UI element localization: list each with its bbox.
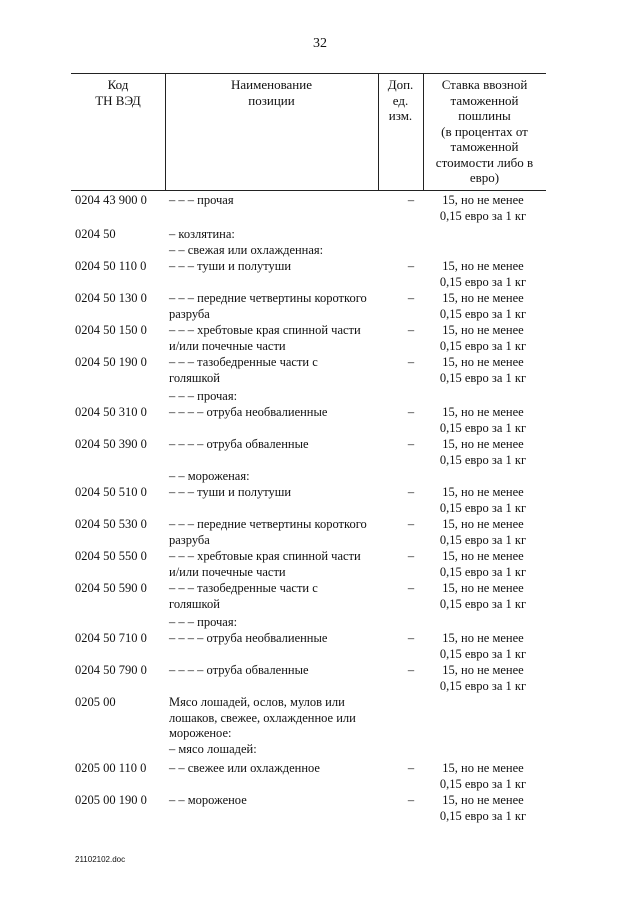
row-code: 0205 00 190 0 bbox=[75, 793, 147, 807]
row-unit: – bbox=[407, 793, 415, 807]
row-unit: – bbox=[407, 485, 415, 499]
row-code: 0204 43 900 0 bbox=[75, 193, 147, 207]
row-rate-line: 0,15 евро за 1 кг bbox=[439, 208, 527, 223]
row-rate-line: 0,15 евро за 1 кг bbox=[439, 776, 527, 791]
row-unit: – bbox=[407, 193, 415, 207]
row-rate bbox=[425, 355, 541, 386]
row-rate-line: 0,15 евро за 1 кг bbox=[439, 338, 527, 353]
row-rate-line: 0,15 евро за 1 кг bbox=[439, 370, 527, 385]
row-name-line: – – свежая или охлажденная: bbox=[169, 242, 324, 257]
row-code: 0204 50 150 0 bbox=[75, 323, 147, 337]
row-rate bbox=[425, 437, 541, 468]
row-name bbox=[169, 581, 395, 612]
row-name-line: разруба bbox=[169, 532, 210, 547]
row-rate-line: 15, но не менее bbox=[442, 581, 524, 595]
row-rate-line: 0,15 евро за 1 кг bbox=[439, 808, 527, 823]
header-rate-line: (в процентах от bbox=[441, 123, 528, 139]
row-rate bbox=[425, 291, 541, 322]
row-rate-line: 15, но не менее bbox=[442, 631, 524, 645]
row-code: 0204 50 130 0 bbox=[75, 291, 147, 305]
row-name-line: – – – тазобедренные части с bbox=[169, 355, 318, 369]
row-name-line: Мясо лошадей, ослов, мулов или bbox=[169, 695, 345, 709]
row-name bbox=[169, 355, 395, 386]
header-rate-line: Ставка ввозной bbox=[441, 77, 528, 92]
row-rate-line: 0,15 евро за 1 кг bbox=[439, 420, 527, 435]
row-name bbox=[169, 615, 395, 631]
row-name-line: – – мороженое bbox=[169, 793, 247, 807]
row-unit: – bbox=[407, 437, 415, 451]
row-name-line: и/или почечные части bbox=[169, 338, 286, 353]
header-rate-line: пошлины bbox=[458, 108, 511, 123]
row-name bbox=[169, 405, 395, 421]
row-rate-line: 0,15 евро за 1 кг bbox=[439, 452, 527, 467]
row-rate bbox=[425, 323, 541, 354]
row-name-line: голяшкой bbox=[169, 370, 220, 385]
row-code: 0204 50 110 0 bbox=[75, 259, 147, 273]
row-rate-line: 15, но не менее bbox=[442, 485, 524, 499]
row-rate-line: 15, но не менее bbox=[442, 663, 524, 677]
row-rate bbox=[425, 581, 541, 612]
row-code: 0205 00 110 0 bbox=[75, 761, 147, 775]
row-name-line: мороженое: bbox=[169, 726, 232, 740]
row-name bbox=[169, 389, 395, 405]
footer-filename: 21102102.doc bbox=[75, 855, 126, 864]
row-code: 0204 50 550 0 bbox=[75, 549, 147, 563]
table-top-rule bbox=[71, 73, 546, 74]
row-name bbox=[169, 549, 395, 580]
row-name-line: лошаков, свежее, охлажденное или bbox=[169, 710, 356, 725]
row-code: 0204 50 190 0 bbox=[75, 355, 147, 369]
row-name-line: – – – хребтовые края спинной части bbox=[169, 549, 361, 563]
row-rate-line: 15, но не менее bbox=[442, 405, 524, 419]
row-rate-line: 15, но не менее bbox=[442, 517, 524, 531]
row-rate-line: 15, но не менее bbox=[442, 793, 524, 807]
row-rate-line: 0,15 евро за 1 кг bbox=[439, 306, 527, 321]
row-name bbox=[169, 291, 395, 322]
row-name bbox=[169, 437, 395, 453]
row-code: 0204 50 710 0 bbox=[75, 631, 147, 645]
header-name-line: позиции bbox=[248, 92, 295, 108]
header-unit bbox=[378, 77, 423, 124]
row-rate bbox=[425, 663, 541, 694]
row-rate-line: 15, но не менее bbox=[442, 291, 524, 305]
row-name-line: – – – передние четвертины короткого bbox=[169, 517, 367, 531]
header-rate-line: евро) bbox=[469, 170, 500, 185]
row-name-line: – – – хребтовые края спинной части bbox=[169, 323, 361, 337]
row-name-line: голяшкой bbox=[169, 596, 220, 611]
row-code: 0204 50 310 0 bbox=[75, 405, 147, 419]
row-name-line: – – мороженая: bbox=[169, 469, 250, 483]
row-unit: – bbox=[407, 355, 415, 369]
row-name-line: – козлятина: bbox=[169, 227, 235, 241]
row-name bbox=[169, 761, 395, 777]
row-name-line: – – – – отруба обваленные bbox=[169, 663, 309, 677]
row-code: 0204 50 530 0 bbox=[75, 517, 147, 531]
row-rate-line: 0,15 евро за 1 кг bbox=[439, 678, 527, 693]
page-number: 32 bbox=[313, 36, 327, 51]
row-rate bbox=[425, 405, 541, 436]
row-rate-line: 0,15 евро за 1 кг bbox=[439, 532, 527, 547]
row-name bbox=[169, 631, 395, 647]
row-name-line: – – – тазобедренные части с bbox=[169, 581, 318, 595]
row-name bbox=[169, 469, 395, 485]
row-unit: – bbox=[407, 517, 415, 531]
row-unit: – bbox=[407, 663, 415, 677]
row-rate bbox=[425, 517, 541, 548]
header-code bbox=[71, 77, 165, 108]
row-rate-line: 15, но не менее bbox=[442, 549, 524, 563]
row-rate-line: 0,15 евро за 1 кг bbox=[439, 564, 527, 579]
row-name-line: – – – – отруба необвалиенные bbox=[169, 631, 328, 645]
row-unit: – bbox=[407, 761, 415, 775]
header-unit-line: Доп. bbox=[387, 77, 414, 92]
header-rate-line: таможенной bbox=[450, 92, 519, 108]
header-rate-line: таможенной bbox=[450, 139, 519, 154]
row-code: 0204 50 510 0 bbox=[75, 485, 147, 499]
row-rate bbox=[425, 761, 541, 792]
row-name-line: – – – прочая: bbox=[169, 389, 238, 403]
row-rate bbox=[425, 193, 541, 224]
row-rate-line: 15, но не менее bbox=[442, 323, 524, 337]
row-name bbox=[169, 517, 395, 548]
header-code-line: ТН ВЭД bbox=[95, 92, 141, 108]
row-rate bbox=[425, 631, 541, 662]
row-name-line: – – – прочая: bbox=[169, 615, 238, 629]
row-code: 0204 50 790 0 bbox=[75, 663, 147, 677]
row-rate-line: 0,15 евро за 1 кг bbox=[439, 274, 527, 289]
row-unit: – bbox=[407, 581, 415, 595]
header-name-line: Наименование bbox=[231, 77, 312, 92]
row-name-line: – – – – отруба обваленные bbox=[169, 437, 309, 451]
row-rate bbox=[425, 793, 541, 824]
row-code: 0205 00 bbox=[75, 695, 116, 709]
row-name bbox=[169, 259, 395, 275]
row-name bbox=[169, 793, 395, 809]
row-rate-line: 15, но не менее bbox=[442, 437, 524, 451]
row-unit: – bbox=[407, 291, 415, 305]
header-rate bbox=[423, 77, 546, 186]
row-unit: – bbox=[407, 405, 415, 419]
row-rate-line: 15, но не менее bbox=[442, 193, 524, 207]
row-name bbox=[169, 193, 395, 209]
row-name-line: – – свежее или охлажденное bbox=[169, 761, 320, 775]
row-name bbox=[169, 695, 395, 757]
row-rate bbox=[425, 259, 541, 290]
row-unit: – bbox=[407, 259, 415, 273]
row-name-line: – мясо лошадей: bbox=[169, 741, 257, 756]
row-rate-line: 15, но не менее bbox=[442, 259, 524, 273]
row-code: 0204 50 bbox=[75, 227, 116, 241]
row-unit: – bbox=[407, 323, 415, 337]
row-rate-line: 0,15 евро за 1 кг bbox=[439, 596, 527, 611]
row-name-line: – – – – отруба необвалиенные bbox=[169, 405, 328, 419]
row-rate-line: 0,15 евро за 1 кг bbox=[439, 646, 527, 661]
header-unit-line: ед. bbox=[392, 92, 409, 108]
header-code-line: Код bbox=[107, 77, 129, 92]
row-name-line: – – – туши и полутуши bbox=[169, 485, 292, 499]
header-unit-line: изм. bbox=[388, 108, 413, 123]
row-name bbox=[169, 227, 395, 258]
row-rate bbox=[425, 485, 541, 516]
table-header-bottom-rule bbox=[71, 190, 546, 191]
row-name-line: и/или почечные части bbox=[169, 564, 286, 579]
row-rate-line: 0,15 евро за 1 кг bbox=[439, 500, 527, 515]
row-code: 0204 50 590 0 bbox=[75, 581, 147, 595]
row-name-line: – – – передние четвертины короткого bbox=[169, 291, 367, 305]
row-rate bbox=[425, 549, 541, 580]
row-name bbox=[169, 323, 395, 354]
row-name bbox=[169, 485, 395, 501]
row-name-line: – – – туши и полутуши bbox=[169, 259, 292, 273]
row-rate-line: 15, но не менее bbox=[442, 761, 524, 775]
row-name-line: – – – прочая bbox=[169, 193, 234, 207]
row-rate-line: 15, но не менее bbox=[442, 355, 524, 369]
row-code: 0204 50 390 0 bbox=[75, 437, 147, 451]
header-rate-line: стоимости либо в bbox=[435, 154, 534, 170]
row-name-line: разруба bbox=[169, 306, 210, 321]
row-name bbox=[169, 663, 395, 679]
row-unit: – bbox=[407, 549, 415, 563]
header-name bbox=[165, 77, 378, 108]
row-unit: – bbox=[407, 631, 415, 645]
